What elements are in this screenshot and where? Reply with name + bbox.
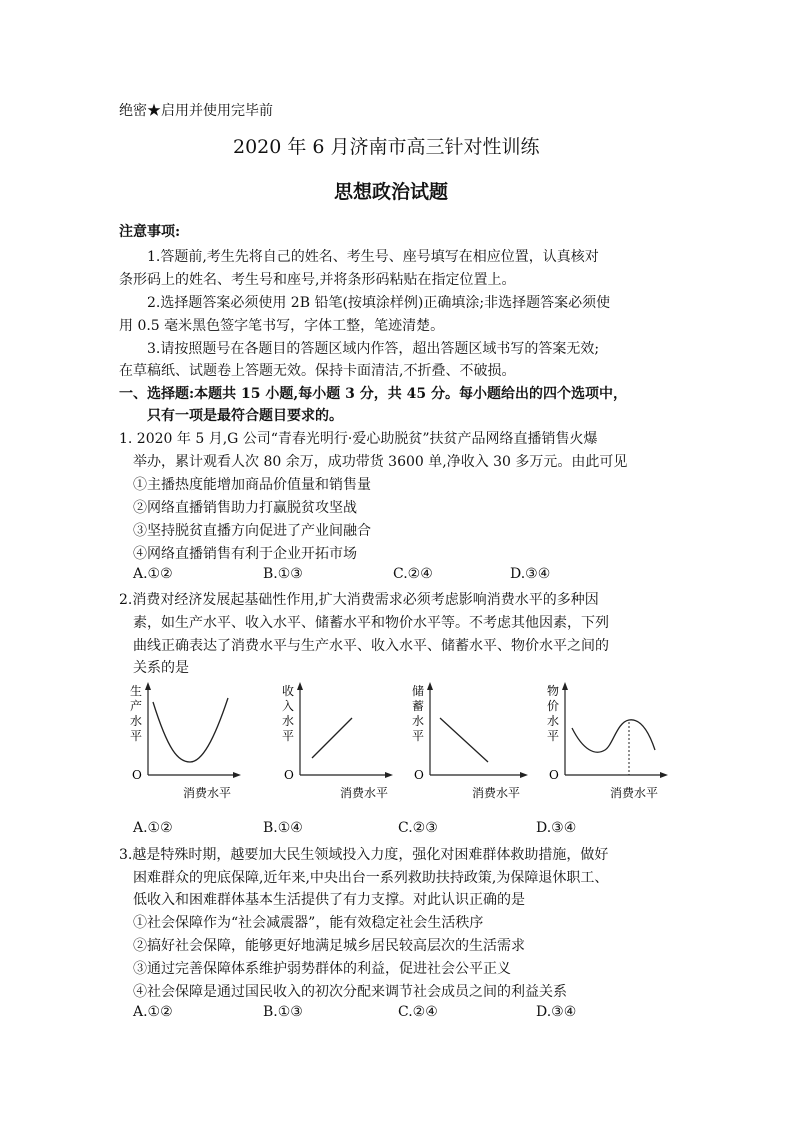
origin-label: O — [414, 768, 424, 782]
y-label-char: 生 — [130, 684, 143, 698]
question-stem: 3.越是特殊时期，越要加大民生领域投入力度，强化对困难群体救助措施，做好 — [119, 847, 609, 863]
y-label-char: 储 — [412, 684, 425, 698]
question-stem: 困难群众的兜底保障,近年来,中央出台一系列救助扶持政策,为保障退休职工、 — [133, 870, 609, 886]
graph-production-level — [128, 680, 278, 810]
x-label: 消费水平 — [340, 786, 389, 800]
statement-item: ④社会保障是通过国民收入的初次分配来调节社会成员之间的利益关系 — [133, 984, 567, 1000]
y-label-char: 平 — [412, 729, 425, 743]
statement-item: ②搞好社会保障，能够更好地满足城乡居民较高层次的生活需求 — [133, 938, 525, 954]
x-label: 消费水平 — [610, 786, 659, 800]
exam-subtitle: 思想政治试题 — [334, 181, 449, 203]
y-axis-arrow — [297, 682, 303, 690]
y-axis-arrow — [427, 682, 433, 690]
statement-item: ③坚持脱贫直播方向促进了产业间融合 — [133, 523, 371, 539]
origin-label: O — [132, 768, 142, 782]
option-d[interactable]: D.③④ — [510, 566, 551, 582]
section-heading-cont: 只有一项是最符合题目要求的。 — [147, 408, 343, 424]
y-label-char: 收 — [282, 684, 295, 698]
statement-item: ①主播热度能增加商品价值量和销售量 — [133, 477, 371, 493]
option-b[interactable]: B.①③ — [263, 1004, 303, 1020]
statement-item: ③通过完善保障体系维护弱势群体的利益，促进社会公平正义 — [133, 961, 511, 977]
option-d[interactable]: D.③④ — [536, 1004, 577, 1020]
graph-savings-level — [410, 680, 560, 810]
graph-production-svg — [128, 680, 278, 810]
y-label-char: 水 — [130, 714, 143, 728]
question-stem: 2.消费对经济发展起基础性作用,扩大消费需求必须考虑影响消费水平的多种因 — [119, 592, 599, 608]
question-stem: 曲线正确表达了消费水平与生产水平、收入水平、储蓄水平、物价水平之间的 — [133, 638, 609, 654]
question-stem: 举办，累计观看人次 80 余万，成功带货 3600 单,净收入 30 多万元。由此可见 — [133, 454, 628, 470]
graph-price-svg — [545, 680, 695, 810]
question-stem: 低收入和困难群体基本生活提供了有力支撑。对此认识正确的是 — [133, 892, 525, 908]
y-label-char: 平 — [547, 729, 560, 743]
graph-savings-svg — [410, 680, 560, 810]
option-a[interactable]: A.①② — [133, 566, 173, 582]
statement-item: ②网络直播销售助力打赢脱贫攻坚战 — [133, 500, 357, 516]
notice-line: 在草稿纸、试题卷上答题无效。保持卡面清洁,不折叠、不破损。 — [119, 363, 516, 379]
notice-line: 用 0.5 毫米黑色签字笔书写，字体工整，笔迹清楚。 — [119, 318, 445, 334]
curve-u-shape — [153, 698, 228, 762]
option-a[interactable]: A.①② — [133, 1004, 173, 1020]
y-label-char: 水 — [282, 714, 295, 728]
option-c[interactable]: C.②③ — [398, 820, 438, 836]
y-label-char: 蓄 — [412, 699, 425, 713]
graph-income-svg — [280, 680, 430, 810]
graph-price-level — [545, 680, 695, 810]
y-label-char: 价 — [547, 699, 560, 713]
notice-line: 2.选择题答案必须使用 2B 铅笔(按填涂样例)正确填涂;非选择题答案必须使 — [147, 295, 611, 311]
option-c[interactable]: C.②④ — [398, 1004, 438, 1020]
y-label-char: 平 — [282, 729, 295, 743]
y-label-char: 入 — [282, 699, 295, 713]
origin-label: O — [284, 768, 294, 782]
y-axis-arrow — [145, 682, 151, 690]
curve-wave — [572, 720, 655, 752]
option-b[interactable]: B.①③ — [263, 566, 303, 582]
x-label: 消费水平 — [472, 786, 521, 800]
x-axis-arrow — [520, 772, 528, 778]
y-label-char: 产 — [130, 699, 143, 713]
x-axis-arrow — [385, 772, 393, 778]
x-axis-arrow — [660, 772, 668, 778]
option-c[interactable]: C.②④ — [393, 566, 433, 582]
option-a[interactable]: A.①② — [133, 820, 173, 836]
option-b[interactable]: B.①④ — [263, 820, 303, 836]
y-axis-arrow — [562, 682, 568, 690]
notice-heading: 注意事项: — [119, 224, 181, 240]
y-label-char: 平 — [130, 729, 143, 743]
y-label-char: 物 — [547, 684, 560, 698]
y-label-char: 水 — [547, 714, 560, 728]
statement-item: ①社会保障作为“社会减震器”，能有效稳定社会生活秩序 — [133, 915, 484, 931]
notice-line: 条形码上的姓名、考生号和座号,并将条形码粘贴在指定位置上。 — [119, 272, 516, 288]
x-label: 消费水平 — [183, 786, 232, 800]
question-stem: 素，如生产水平、收入水平、储蓄水平和物价水平等。不考虑其他因素，下列 — [133, 615, 609, 631]
exam-title: 2020 年 6 月济南市高三针对性训练 — [233, 136, 540, 158]
origin-label: O — [549, 768, 559, 782]
y-label-char: 水 — [412, 714, 425, 728]
x-axis-arrow — [233, 772, 241, 778]
option-d[interactable]: D.③④ — [536, 820, 577, 836]
question-stem: 1. 2020 年 5 月,G 公司“青春光明行·爱心助脱贫”扶贫产品网络直播销售火爆 — [119, 431, 598, 447]
statement-item: ④网络直播销售有利于企业开拓市场 — [133, 546, 357, 562]
notice-line: 1.答题前,考生先将自己的姓名、考生号、座号填写在相应位置，认真核对 — [147, 249, 599, 265]
notice-line: 3.请按照题号在各题目的答题区域内作答，超出答题区域书写的答案无效; — [147, 341, 600, 357]
question-stem: 关系的是 — [133, 660, 189, 676]
confidential-note: 绝密★启用并使用完毕前 — [119, 103, 273, 119]
graph-income-level — [280, 680, 430, 810]
curve-increasing — [312, 718, 352, 758]
curve-decreasing — [440, 718, 488, 762]
section-heading: 一、选择题:本题共 15 小题,每小题 3 分，共 45 分。每小题给出的四个选项中， — [119, 386, 627, 402]
